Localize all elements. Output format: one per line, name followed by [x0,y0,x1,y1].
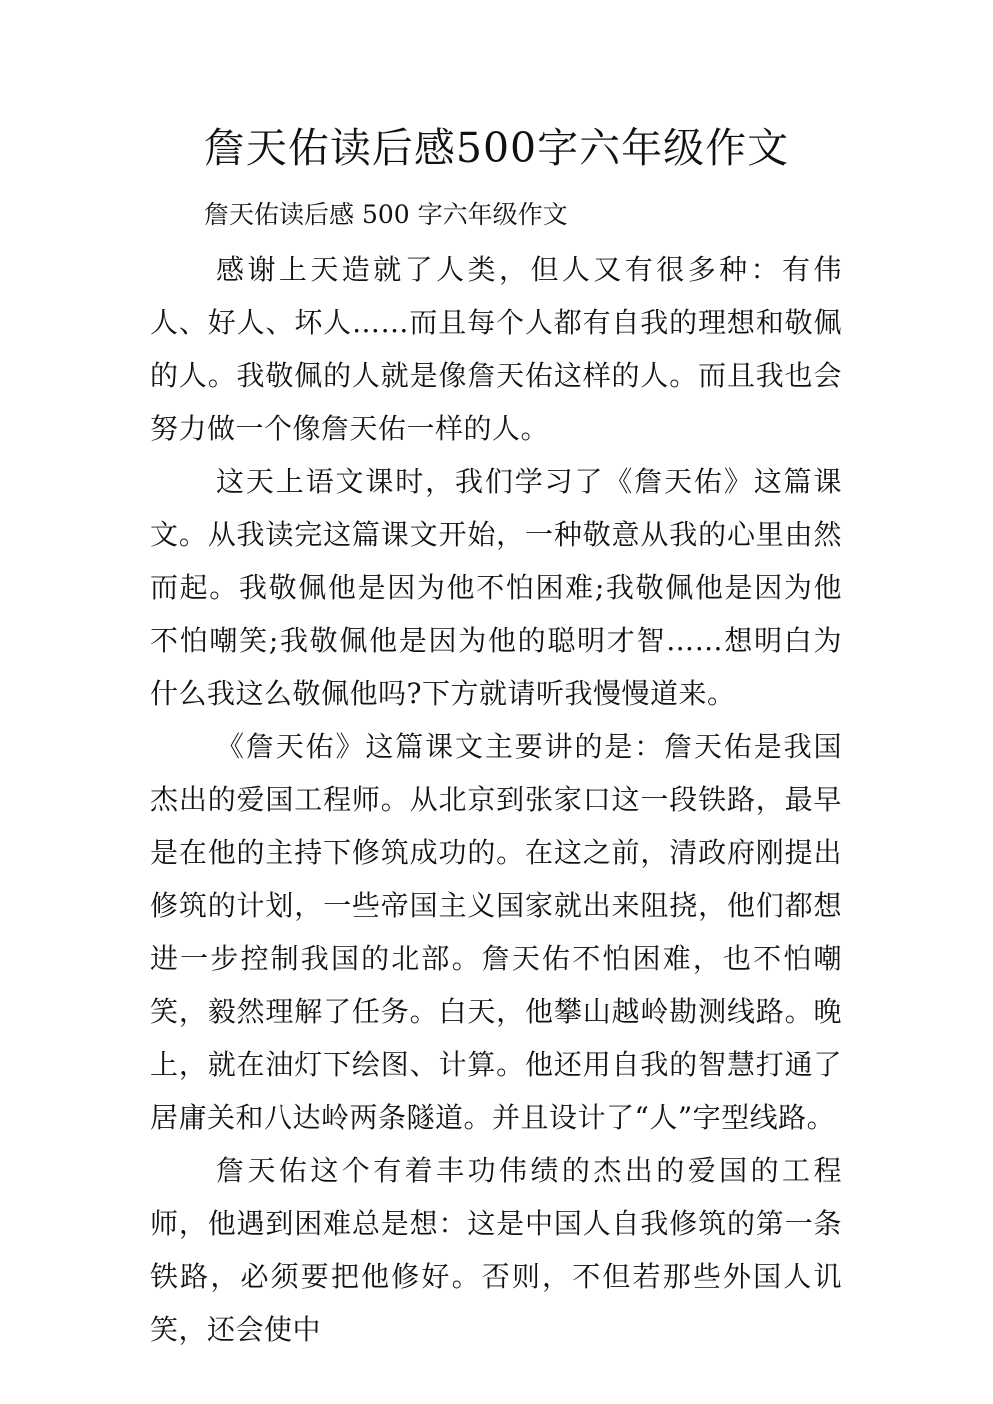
paragraph: 詹天佑这个有着丰功伟绩的杰出的爱国的工程师，他遇到困难总是想：这是中国人自我修筑的第一条铁路，必须要把他修好。否则，不但若那些外国人讥笑，还会使中 [150,1154,842,1346]
document-body [150,243,842,1356]
paragraph: 这天上语文课时，我们学习了《詹天佑》这篇课文。从我读完这篇课文开始，一种敬意从我的心里由然而起。我敬佩他是因为他不怕困难;我敬佩他是因为他不怕嘲笑;我敬佩他是因为他的聪明才智……想明白为什么我这么敬佩他吗?下方就请听我慢慢道来。 [150,465,842,710]
document-subtitle: 詹天佑读后感 500 字六年级作文 [204,200,568,229]
paragraph: 《詹天佑》这篇课文主要讲的是：詹天佑是我国杰出的爱国工程师。从北京到张家口这一段铁路，最早是在他的主持下修筑成功的。在这之前，清政府刚提出修筑的计划，一些帝国主义国家就出来阻挠，他们都想进一步控制我国的北部。詹天佑不怕困难，也不怕嘲笑，毅然理解了任务。白天，他攀山越岭勘测线路。晚上，就在油灯下绘图、计算。他还用自我的智慧打通了居庸关和八达岭两条隧道。并且设计了“人”字型线路。 [150,730,842,1134]
document-title: 詹天佑读后感500字六年级作文 [203,124,790,172]
paragraph: 感谢上天造就了人类，但人又有很多种：有伟人、好人、坏人……而且每个人都有自我的理想和敬佩的人。我敬佩的人就是像詹天佑这样的人。而且我也会努力做一个像詹天佑一样的人。 [150,253,842,445]
